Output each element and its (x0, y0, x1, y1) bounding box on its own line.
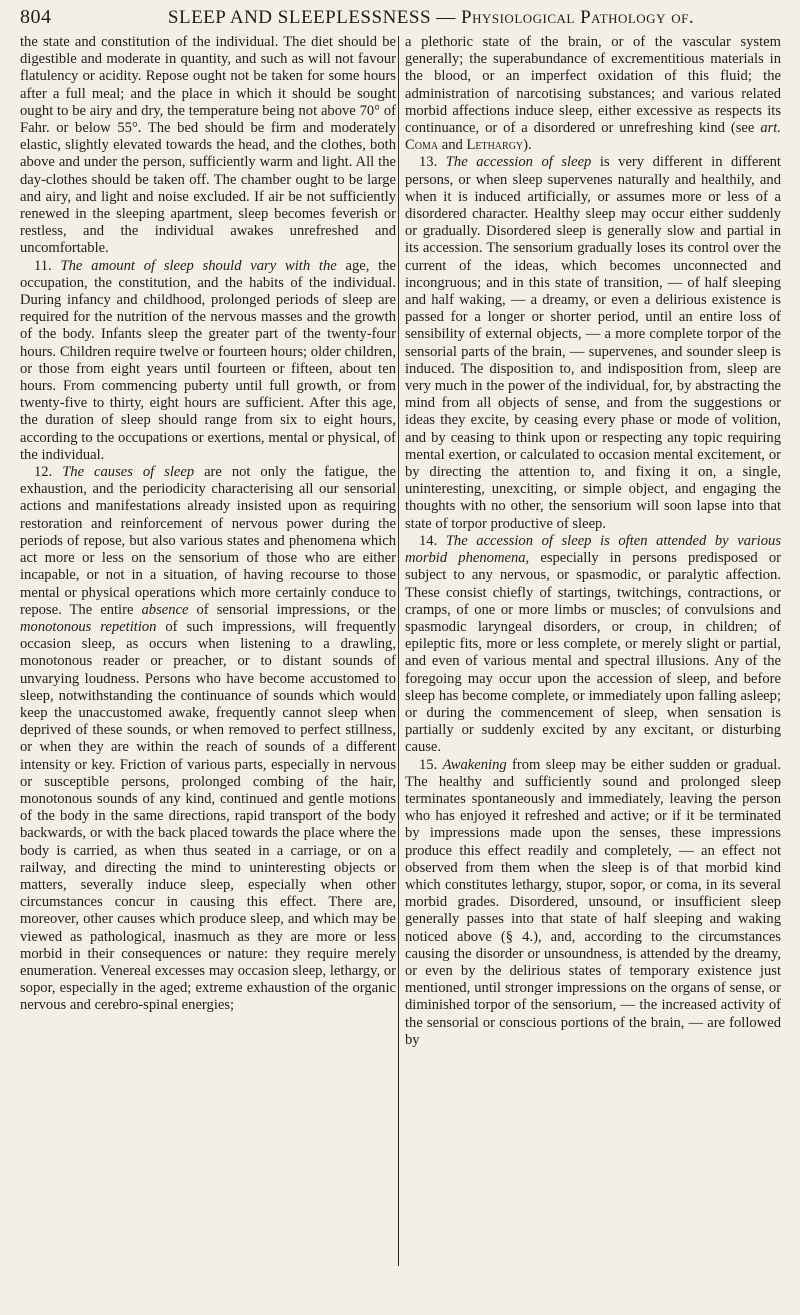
section-lead: The accession of sleep is often attended by various morbid phenomena, (405, 532, 782, 567)
cross-reference: Lethargy (466, 137, 524, 154)
paragraph-13 (405, 154, 781, 532)
section-lead: The accession of sleep (445, 154, 592, 171)
running-header (20, 6, 782, 32)
paragraph-body: a plethoric state of the brain, or of the vascular system generally; the superabundance of excrementitious materials in the blood, or an imperfect oxidation of this fluid; the administration of narcotising substances; and various related morbid affections induce sleep, either excessive as respects its continuance, or of a disordered or unrefreshing kind (see (405, 34, 781, 137)
right-column (405, 34, 781, 1049)
paragraph-body: of sensorial impressions, or the (188, 601, 397, 618)
running-title-subtitle: — Physiological Pathology of. (431, 7, 695, 28)
paragraph-body: age, the occupation, the constitution, and the habits of the individual. During infancy and childhood, prolonged periods of sleep are required for the nutrition of the nervous masses and the growth of the body. Infants sleep the greater part of the twenty-four hours. Children require twelve or fourteen hours; older children, or those from eight years until fourteen or fifteen, about ten hours. From commencing puberty until full growth, or from twenty-five to thirty, eight hours are sufficient. After this age, the duration of sleep should range from six to eight hours, according to the occupations or exertions, mental or physical, of the individual. (20, 257, 396, 463)
paragraph-body: especially in persons predisposed or subject to any nervous, or spasmodic, or paralytic affection. These consist chiefly of startings, twitchings, contractions, or cramps, of one or more limbs or muscles; of convulsions and spasmodic laryngeal disorders, or croup, in children; of epileptic fits, more or less complete, or merely slight or partial, and even of various mental and spectral illusions. Any of the foregoing may occur upon the accession of sleep, and before sleep has become complete, or immediately upon falling asleep; or during the commencement of sleep, when sensation is partially or suddenly excited by any excitant, or disturbing cause. (405, 550, 781, 756)
section-number: 12. (34, 464, 63, 481)
paragraph-15 (405, 757, 781, 1049)
paragraph-11 (20, 258, 396, 464)
paragraph-body: and (438, 137, 467, 154)
paragraph-continued: the state and constitution of the individual. The diet should be digestible and moderate in quantity, and such as will not favour flatulency or acidity. Repose ought not be taken for some hours after a full meal; and the place in which it should be sought ought to be airy and dry, the temperature being not above 70° of Fahr. or below 55°. The bed should be firm and moderately elastic, slightly elevated towards the head, and the clothes, both above and under the person, sufficiently warm and light. All the day-clothes should be taken off. The chamber ought to be large and airy, and light and noise excluded. If air be not sufficiently renewed in the sleeping apartment, sleep becomes feverish or restless, and the individual awakes unrefreshed and uncomfortable. (20, 34, 396, 257)
emphasis: monotonous repetition (20, 618, 157, 635)
section-lead: The amount of sleep should vary with the (60, 257, 337, 274)
column-divider (398, 36, 399, 1266)
paragraph-body: from sleep may be either sudden or gradual. The healthy and sufficiently sound and prolonged sleep terminates spontaneously and immediately, leaving the person who has enjoyed it refreshed and active; or if it be terminated by impressions made upon the senses, these impressions produce this effect readily and completely, — an effect not observed from them when the sleep is of that morbid kind which constitutes lethargy, stupor, sopor, or coma, in its several morbid grades. Disordered, unsound, or insufficient sleep generally passes into that state of half sleeping and waking noticed above (§ 4.), and, according to the circumstances causing the disorder or unsoundness, is attended by the dreamy, or even by the delirious states of temporary existence just mentioned, until stronger impressions on the organs of sense, or diminished torpor of the sensorium, — the increased activity of the sensorial or conscious portions of the brain, — are followed by (405, 756, 782, 1048)
paragraph-continued (405, 34, 781, 154)
section-number: 13. (419, 154, 446, 171)
section-number: 14. (419, 532, 446, 549)
paragraph-body: ). (523, 137, 532, 154)
section-lead: The causes of sleep (62, 464, 195, 481)
emphasis: absence (141, 601, 189, 618)
cross-reference: Coma (405, 137, 439, 154)
page-number: 804 (20, 6, 52, 28)
paragraph-14 (405, 533, 781, 757)
section-number: 15. (419, 756, 443, 773)
paragraph-body: is very different in different persons, or when sleep supervenes naturally and healthily, and when it is induced artificially, or assumes more or less of a disordered character. Healthy sleep may occur either suddenly or gradually. Disordered sleep is generally slow and partial in its accession. The sensorium gradually loses its control over the current of the ideas, which becomes unconnected and incongruous; and in this state of transition, — of half sleeping and half waking, — a dreamy, or even a delirious existence is passed for a longer or shorter period, until an entire loss of sensibility of external objects, — a more complete torpor of the sensorial parts of the brain, — supervenes, and sounder sleep is induced. The disposition to, and indisposition from, sleep are very much in the power of the individual, for, by abstracting the mind from all objects of sense, and from the suggestions or ideas they excite, by ceasing every phase or mode of volition, and by ceasing to think upon or respecting any topic requiring mental exertion, or calculated to occasion mental excitement, or by directing the attention to, and fixing it on, a single, uninteresting, unexciting, or simple object, and engaging the thoughts with no other, the sensorium will soon lapse into that state of torpor productive of sleep. (405, 154, 781, 532)
paragraph-body: of such impressions, will frequently occasion sleep, as occurs when listening to a drawling, monotonous reader or preacher, or to distant sounds of unvarying loudness. Persons who have become accustomed to sleep, notwithstanding the continuance of sounds which would keep the unaccustomed awake, frequently cannot sleep when deprived of these sounds, or when removed to perfect stillness, or when they are within the reach of sounds of a different intensity or key. Friction of various parts, especially in nervous or susceptible persons, prolonged combing of the hair, monotonous sounds of any kind, continued and gentle motions of the body in the same directions, rapid transport of the body backwards, or with the back placed towards the place where the body is carried, as when thus seated in a carriage, or on a railway, and directing the mind to uninteresting objects or matters, severally induce sleep, especially when other circumstances concur in causing this effect. There are, moreover, other causes which produce sleep, and which may be viewed as pathological, inasmuch as they are more or less morbid in their consequences or nature: they require merely enumeration. Venereal excesses may occasion sleep, lethargy, or sopor, especially in the aged; extreme exhaustion of the organic nervous and cerebro-spinal energies; (20, 618, 396, 1014)
emphasis: art. (760, 120, 781, 137)
section-lead: Awakening (442, 756, 507, 773)
section-number: 11. (34, 257, 61, 274)
running-title (80, 7, 782, 29)
paragraph-body: are not only the fatigue, the exhaustion, and the periodicity characterising all our sensorial actions and manifestations already insisted upon as requiring restoration and reinforcement of nervous power during the periods of repose, but also various states and phenomena which act more or less on the sensorium of those who are either incapable, or not in a situation, of having recourse to those mental or physical operations which more certainly conduce to repose. The entire (20, 464, 396, 618)
running-title-main: SLEEP AND SLEEPLESSNESS (167, 7, 432, 28)
paragraph-12 (20, 464, 396, 1015)
left-column (20, 34, 396, 1015)
